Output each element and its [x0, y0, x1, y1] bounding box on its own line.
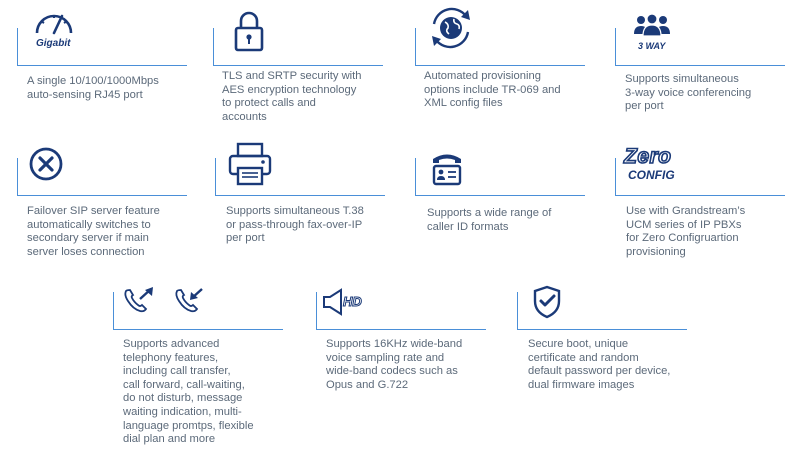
- feature-description: Failover SIP server feature automatically switches to secondary server if main server loses connection: [27, 205, 160, 258]
- gigabit-icon-label: Gigabit: [36, 38, 71, 49]
- feature-description: TLS and SRTP security with AES encryption technology to protect calls and accounts: [222, 70, 362, 123]
- feature-bracket: [517, 292, 687, 330]
- feature-description: Supports advanced telephony features, including call transfer, call forward, call-waiting, do not disturb, message waiting indication, multi- language promtps, flexible dial plan and more: [123, 338, 254, 446]
- feature-description: Supports a wide range of caller ID formats: [427, 207, 552, 233]
- feature-description: Supports 16KHz wide-band voice sampling rate and wide-band codecs such as Opus and G.722: [326, 338, 463, 391]
- feature-bracket: [615, 28, 785, 66]
- feature-description: Supports simultaneous T.38 or pass-through fax-over-IP per port: [226, 205, 364, 245]
- feature-bracket: [415, 28, 585, 66]
- three-way-icon-label: 3 WAY: [638, 41, 666, 51]
- feature-bracket: [113, 292, 283, 330]
- feature-bracket: [316, 292, 486, 330]
- feature-description: A single 10/100/1000Mbps auto-sensing RJ45 port: [27, 75, 159, 101]
- feature-bracket: [17, 28, 187, 66]
- feature-description: Supports simultaneous 3-way voice conferencing per port: [625, 73, 752, 113]
- feature-description: Automated provisioning options include TR-069 and XML config files: [424, 70, 561, 110]
- feature-description: Use with Grandstream’s UCM series of IP PBXs for Zero Configruartion provisioning: [626, 205, 746, 258]
- feature-bracket: [213, 28, 383, 66]
- feature-bracket: [415, 158, 585, 196]
- config-logo-label: CONFIG: [628, 168, 675, 182]
- feature-description: Secure boot, unique certificate and random default password per device, dual firmware images: [528, 338, 671, 391]
- feature-bracket: [215, 158, 385, 196]
- feature-bracket: [615, 158, 785, 196]
- zero-config-logo-icon: Zero: [624, 145, 672, 168]
- hd-icon-label: HD: [343, 294, 362, 309]
- feature-bracket: [17, 158, 187, 196]
